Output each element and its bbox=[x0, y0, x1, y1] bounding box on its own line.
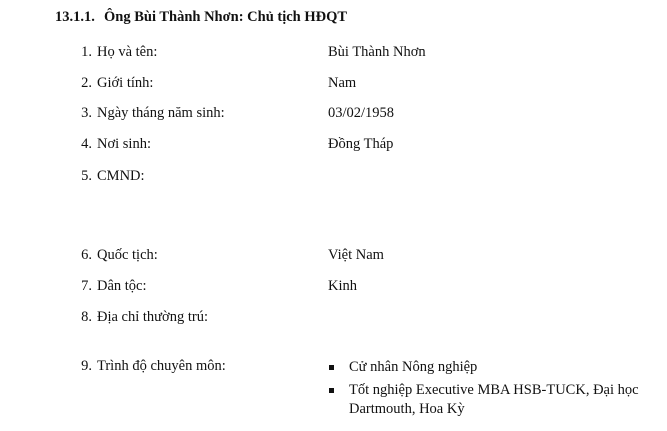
row-label: Họ và tên: bbox=[97, 44, 158, 60]
info-row-address bbox=[0, 309, 667, 329]
row-value: Bùi Thành Nhơn bbox=[328, 44, 426, 60]
row-label: Trình độ chuyên môn: bbox=[97, 358, 226, 374]
row-label: Địa chỉ thường trú: bbox=[97, 309, 208, 325]
qualification-item bbox=[328, 381, 649, 419]
row-value: Kinh bbox=[328, 278, 357, 294]
info-row-id-card bbox=[0, 168, 667, 188]
section-number: 13.1.1. bbox=[55, 9, 95, 25]
row-label: Giới tính: bbox=[97, 75, 154, 91]
info-row-birth-date bbox=[0, 105, 667, 125]
row-label: Ngày tháng năm sinh: bbox=[97, 105, 225, 121]
row-index: 5. bbox=[81, 168, 92, 184]
row-index: 1. bbox=[81, 44, 92, 60]
row-label: Quốc tịch: bbox=[97, 247, 158, 263]
row-value: Đồng Tháp bbox=[328, 136, 394, 152]
row-index: 6. bbox=[81, 247, 92, 263]
row-label: Nơi sinh: bbox=[97, 136, 151, 152]
info-row-birth-place bbox=[0, 136, 667, 156]
row-value: 03/02/1958 bbox=[328, 105, 395, 121]
section-title: Ông Bùi Thành Nhơn: Chủ tịch HĐQT bbox=[104, 9, 348, 25]
qualification-text: Tốt nghiệp Executive MBA HSB-TUCK, Đại học Dartmouth, Hoa Kỳ bbox=[349, 382, 639, 417]
row-label: CMND: bbox=[97, 168, 145, 184]
info-row-nationality bbox=[0, 247, 667, 267]
row-index: 3. bbox=[81, 105, 92, 121]
row-index: 8. bbox=[81, 309, 92, 325]
row-value: Nam bbox=[328, 75, 357, 91]
info-row-gender bbox=[0, 75, 667, 95]
info-row-full-name bbox=[0, 44, 667, 64]
square-bullet-icon bbox=[329, 388, 334, 393]
info-row-ethnicity bbox=[0, 278, 667, 298]
row-index: 2. bbox=[81, 75, 92, 91]
row-label: Dân tộc: bbox=[97, 278, 147, 294]
section-heading bbox=[55, 9, 347, 26]
row-index: 4. bbox=[81, 136, 92, 152]
qualification-item bbox=[328, 358, 649, 377]
square-bullet-icon bbox=[329, 365, 334, 370]
qualification-list bbox=[328, 358, 649, 423]
row-value: Việt Nam bbox=[328, 247, 384, 263]
row-index: 7. bbox=[81, 278, 92, 294]
qualification-text: Cử nhân Nông nghiệp bbox=[349, 359, 478, 375]
row-index: 9. bbox=[81, 358, 92, 374]
